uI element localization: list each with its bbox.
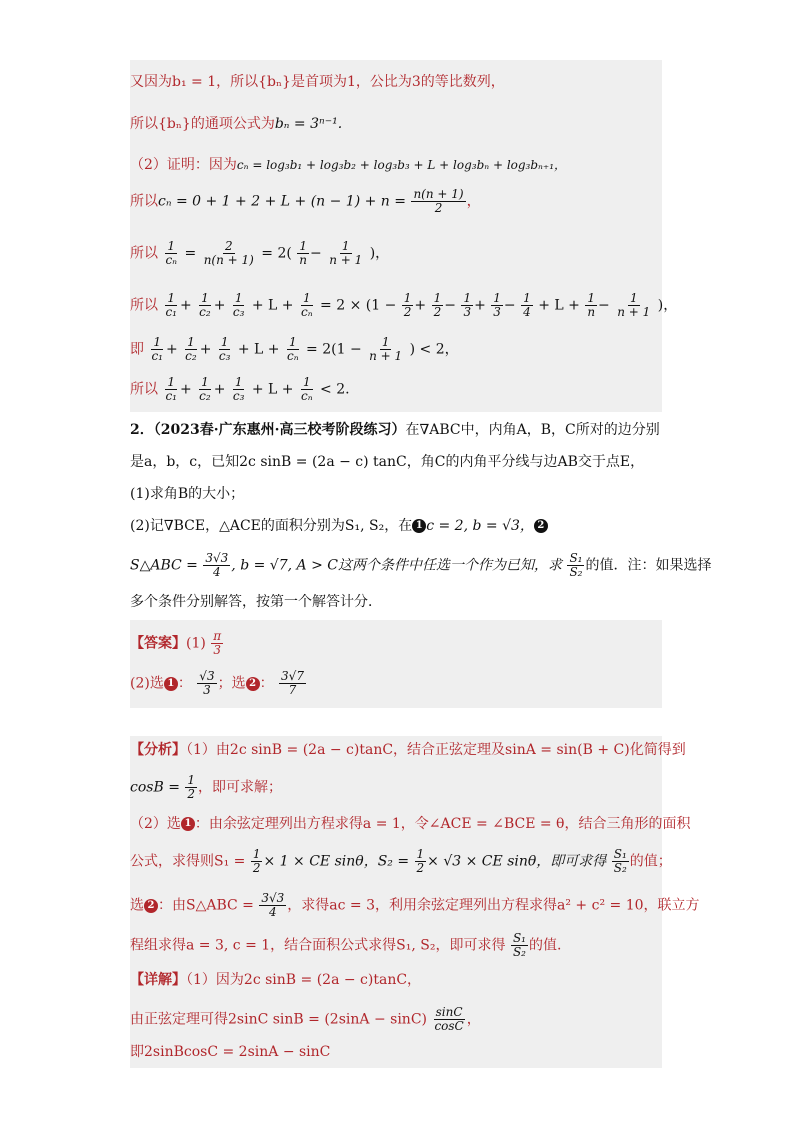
problem-line-5: S△ABC = $\frac{3√3}{4}$ , b = √7, A > C这两个条件中任选一个作为已知，求 $\frac{\text{S₁}}{\text{S₂}}$ 的值．注：如果选择 [130,551,712,579]
solution-line-4: 所以cₙ = 0 + 1 + 2 + L + (n − 1) + n = $\frac{n(n + 1)}{2}$ ， [130,187,481,215]
problem-line-4: (2)记∇BCE，△ACE的面积分别为S₁, S₂，在 1 c = 2, b = √3， 2 [130,516,548,536]
analysis-line-4: 公式，求得则S₁ = $\frac{1}{2}$ × 1 × CE sinθ，S₂ = $\frac{1}{2}$ × √3 × CE sinθ，即可求得 $\frac{\text{S₁}}{\text{S₂}}$ 的值； [130,847,672,875]
detail-line-1: 【详解】（1）因为2c sinB = (2a − c)tanC， [130,972,422,988]
answer-line-1: 【答案】(1) $\frac{\pi}{3}$ [130,629,222,657]
analysis-line-1: 【分析】（1）由2c sinB = (2a − c)tanC，结合正弦定理及sinA = sin(B + C)化简得到 [130,742,686,758]
problem-line-2: 是a，b，c，已知2c sinB = (2a − c) tanC，角C的内角平分线与边AB交于点E， [130,454,645,470]
answer-block [130,620,662,708]
solution-line-2: 所以{bₙ}的通项公式为bₙ = 3ⁿ⁻¹. [130,116,343,132]
analysis-line-6: 程组求得a = 3, c = 1，结合面积公式求得S₁, S₂，即可求得 $\frac{\text{S₁}}{\text{S₂}}$ 的值. [130,931,562,959]
solution-line-1: 又因为b₁ = 1，所以{bₙ}是首项为1，公比为3的等比数列， [130,74,505,90]
solution-line-7: 即 $\frac{1}{\text{c₁}}$ + $\frac{1}{\text{c₂}}$ + $\frac{1}{\text{c₃}}$ + L + $\frac{1}{\text{cₙ}}$ = 2(1 − $\frac{1}{n + 1}$ ) < 2， [130,335,459,363]
solution-line-6: 所以 $\frac{1}{\text{c₁}}$ + $\frac{1}{\text{c₂}}$ + $\frac{1}{\text{c₃}}$ + L + $\frac{1}{\text{cₙ}}$ = 2 × (1 − $\frac{1}{2}$ + $\frac{1}{2}$ − $\frac{1}{3}$ + $\frac{1}{3}$ − $\frac{1}{4}$ + L + $\frac{1}{n}$ − $\frac{1}{n + 1}$ )， [130,291,678,319]
analysis-line-3: （2）选 1 ：由余弦定理列出方程求得a = 1，令∠ACE = ∠BCE = θ，结合三角形的面积 [130,816,691,832]
solution-block [130,60,678,412]
answer-line-2: (2)选 1 ： $\frac{√3}{3}$ ；选 2 ： $\frac{3√7}{7}$ [130,669,304,697]
problem-line-6: 多个条件分别解答，按第一个解答计分． [130,594,382,610]
solution-line-3: （2）证明：因为cₙ = log₃b₁ + log₃b₂ + log₃b₃ + L + log₃bₙ + log₃bₙ₊₁， [130,157,567,173]
analysis-line-2: cosB = $\frac{1}{2}$ ，即可求解； [130,773,283,801]
solution-line-8: 所以 $\frac{1}{\text{c₁}}$ + $\frac{1}{\text{c₂}}$ + $\frac{1}{\text{c₃}}$ + L + $\frac{1}{\text{cₙ}}$ < 2. [130,375,350,403]
problem-line-3: (1)求角B的大小； [130,486,245,502]
detail-line-3: 即2sinBcosC = 2sinA − sinC [130,1044,331,1060]
problem-2 [130,412,712,620]
analysis-line-5: 选 2 ：由S△ABC = $\frac{3√3}{4}$ ，求得ac = 3，利用余弦定理列出方程求得a² + c² = 10，联立方 [130,891,700,919]
analysis-block [130,736,700,968]
solution-line-5: 所以 $\frac{1}{\text{cₙ}}$ = $\frac{2}{n(n + 1)}$ = 2( $\frac{1}{n}$ − $\frac{1}{n + 1}$ )， [130,239,390,267]
detail-block [130,968,662,1068]
detail-line-2: 由正弦定理可得2sinC sinB = (2sinA − sinC) $\frac{\sin C}{\cos C}$ ， [130,1005,481,1033]
problem-line-1: 2．（2023春·广东惠州·高三校考阶段练习）在∇ABC中，内角A，B，C所对的边分别 [130,422,660,438]
